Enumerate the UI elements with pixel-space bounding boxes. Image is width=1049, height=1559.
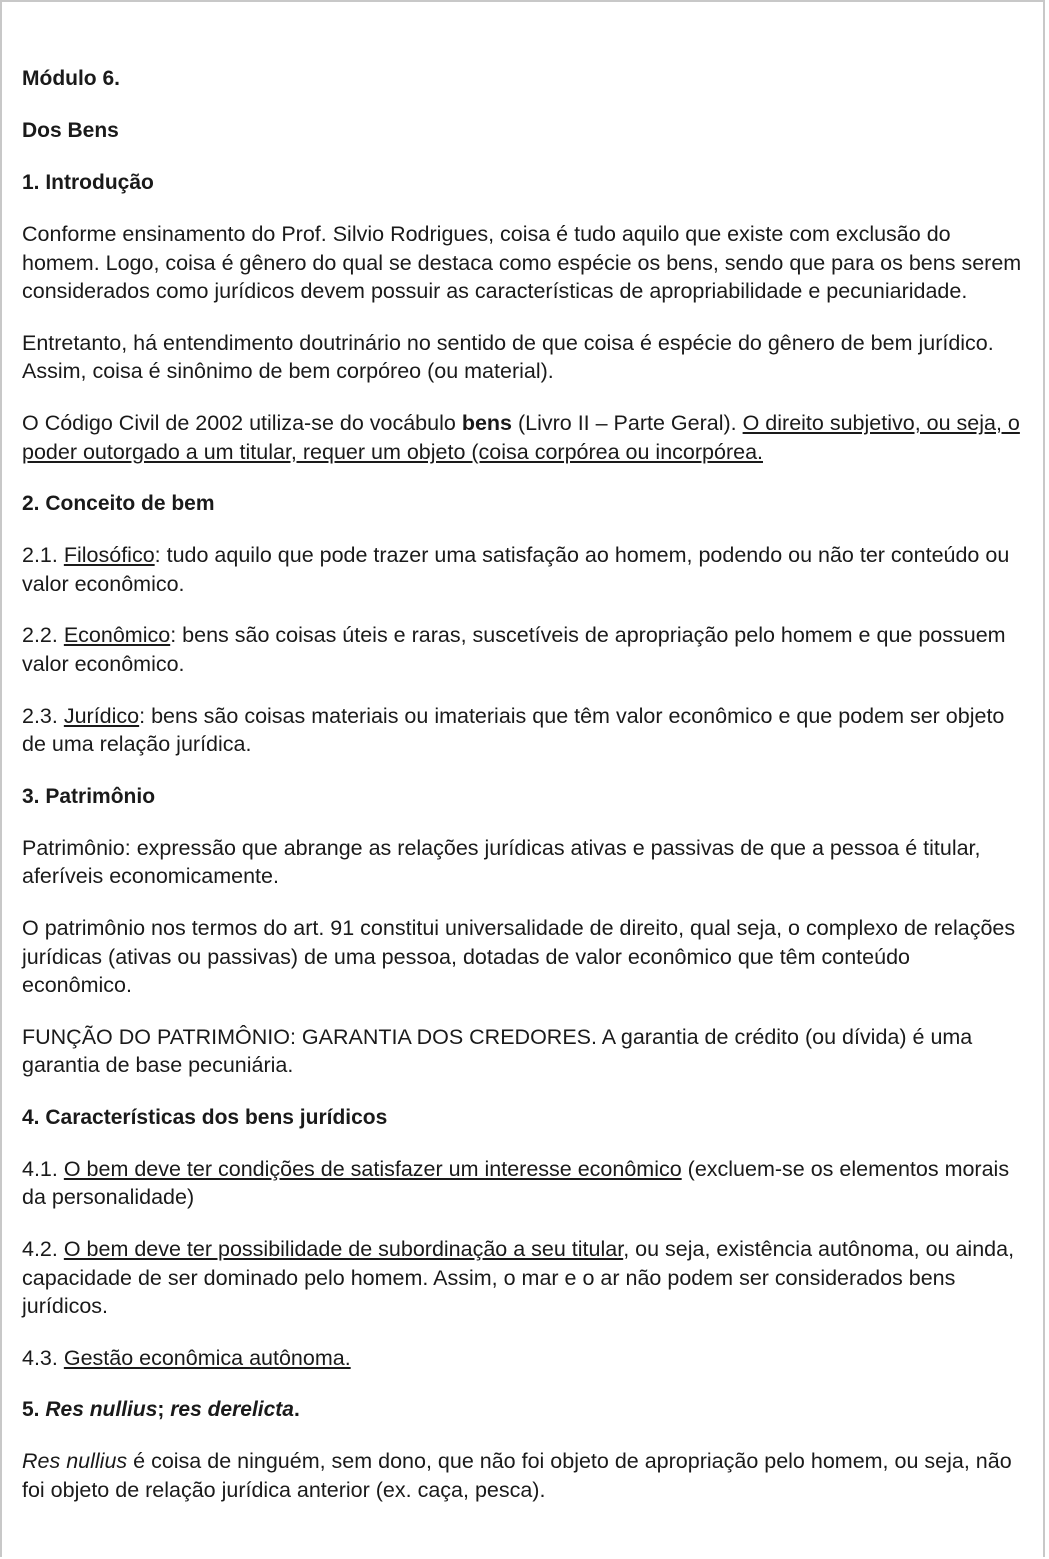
- p3-text-mid: (Livro II – Parte Geral).: [512, 410, 743, 435]
- heading-separator: ;: [157, 1398, 171, 1422]
- item-term: O bem deve ter possibilidade de subordinação a seu titular: [63, 1237, 624, 1262]
- chapter-title: Dos Bens: [22, 119, 119, 142]
- section-3-paragraph-3: FUNÇÃO DO PATRIMÔNIO: GARANTIA DOS CREDORES. A garantia de crédito (ou dívida) é uma garantia de base pecuniária.: [22, 1024, 973, 1078]
- item-number: 2.3.: [22, 703, 64, 728]
- item-number: 4.3.: [22, 1345, 64, 1370]
- characteristic-item: [22, 1344, 1023, 1373]
- module-title: Módulo 6.: [22, 67, 120, 90]
- item-text: , ou seja, existência autônoma, ou ainda, capacidade de ser dominado pelo homem. Assim, o mar e o ar não podem ser considerados bens jurídicos.: [22, 1237, 1015, 1319]
- concept-item: [22, 702, 1023, 759]
- section-3-paragraph-1: Patrimônio: expressão que abrange as relações jurídicas ativas e passivas de que a pessoa é titular, aferíveis economicamente.: [22, 835, 981, 889]
- item-term: Gestão econômica autônoma.: [63, 1345, 351, 1370]
- heading-term-2: res derelicta: [170, 1398, 294, 1422]
- p3-bold-term: bens: [461, 410, 512, 435]
- paragraph-text: é coisa de ninguém, sem dono, que não foi objeto de apropriação pelo homem, ou seja, não foi objeto de relação jurídica anterior (ex. caça, pesca).: [22, 1449, 1012, 1503]
- paragraph-italic-term: Res nullius: [22, 1449, 128, 1474]
- section-1-paragraph-2: Entretanto, há entendimento doutrinário no sentido de que coisa é espécie do gênero de bem jurídico. Assim, coisa é sinônimo de bem corpóreo (ou material).: [22, 330, 994, 384]
- p3-text-pre: O Código Civil de 2002 utiliza-se do vocábulo: [22, 410, 462, 435]
- section-1-paragraph-1: Conforme ensinamento do Prof. Silvio Rodrigues, coisa é tudo aquilo que existe com exclusão do homem. Logo, coisa é gênero do qual se destaca como espécie os bens, sendo que para os bens serem considerados como jurídicos devem possuir as características de apropriabilidade e pecuniaridade.: [22, 222, 1022, 304]
- p3-underlined-text: O direito subjetivo, ou seja, o poder outorgado a um titular, requer um objeto (coisa corpórea ou incorpórea.: [22, 410, 1020, 464]
- item-term: O bem deve ter condições de satisfazer um interesse econômico: [63, 1156, 682, 1181]
- item-term: Jurídico: [63, 703, 140, 728]
- section-2-heading: 2. Conceito de bem: [22, 492, 215, 516]
- item-text: (excluem-se os elementos morais da personalidade): [22, 1156, 1010, 1210]
- item-number: 2.2.: [22, 623, 64, 648]
- item-term: Filosófico: [63, 543, 155, 568]
- item-number: 4.1.: [22, 1156, 64, 1181]
- section-1-heading: 1. Introdução: [22, 171, 154, 194]
- concept-item: [22, 541, 1023, 598]
- section-3-heading: 3. Patrimônio: [22, 784, 156, 808]
- heading-number: 5.: [22, 1398, 46, 1422]
- item-number: 4.2.: [22, 1237, 64, 1262]
- concept-item: [22, 621, 1023, 678]
- item-text: : bens são coisas materiais ou imateriais que têm valor econômico e que podem ser objeto de uma relação jurídica.: [22, 703, 1005, 757]
- heading-end: .: [293, 1398, 300, 1422]
- section-4-heading: 4. Características dos bens jurídicos: [22, 1105, 388, 1129]
- section-5-heading: [22, 1395, 1023, 1424]
- section-1-paragraph-3: [22, 409, 1023, 466]
- heading-term-1: Res nullius: [45, 1398, 158, 1422]
- characteristic-item: [22, 1155, 1023, 1212]
- item-text: : bens são coisas úteis e raras, suscetíveis de apropriação pelo homem e que possuem valor econômico.: [22, 623, 1006, 676]
- characteristic-item: [22, 1235, 1023, 1321]
- section-3-paragraph-2: O patrimônio nos termos do art. 91 constitui universalidade de direito, qual seja, o complexo de relações jurídicas (ativas ou passivas) de uma pessoa, dotadas de valor econômico que têm conteúdo econômico.: [22, 915, 1016, 998]
- section-5-paragraph-1: [22, 1447, 1023, 1504]
- item-number: 2.1.: [22, 543, 64, 568]
- item-term: Econômico: [63, 623, 171, 648]
- item-text: : tudo aquilo que pode trazer uma satisfação ao homem, podendo ou não ter conteúdo ou valor econômico.: [22, 543, 1010, 596]
